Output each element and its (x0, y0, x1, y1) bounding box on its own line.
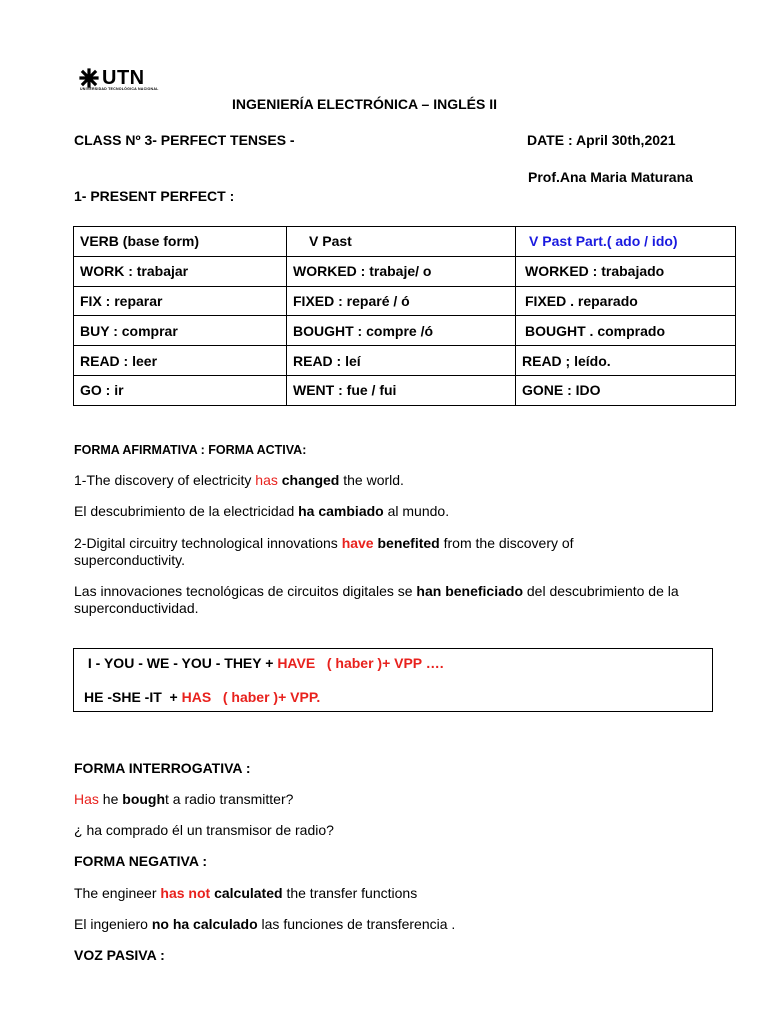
logo-subtitle: UNIVERSIDAD TECNOLÓGICA NACIONAL (80, 87, 159, 91)
main-verb: benefited (377, 535, 440, 551)
sentence-text: the transfer functions (282, 885, 418, 901)
class-label: CLASS Nº 3- PERFECT TENSES - (74, 132, 295, 148)
example-translation-2 (74, 583, 724, 617)
table-header-cell: V Past Part.( ado / ido) (516, 227, 736, 257)
logo-brand: UTN (102, 67, 145, 89)
rule-line-singular (84, 689, 320, 705)
rule-auxiliary: HAS ( haber )+ VPP. (181, 689, 321, 705)
sentence-text: El ingeniero (74, 916, 152, 932)
interrogative-title: FORMA INTERROGATIVA : (74, 760, 251, 776)
table-header-cell: V Past (287, 227, 516, 257)
grammar-rule-box (73, 648, 713, 712)
main-verb: changed (281, 472, 340, 488)
main-verb: han beneficiado (416, 583, 523, 599)
table-row (74, 316, 736, 346)
table-cell: READ : leí (287, 346, 516, 376)
sentence-text: las funciones de transferencia . (257, 916, 456, 932)
affirmative-title: FORMA AFIRMATIVA : FORMA ACTIVA: (74, 443, 307, 457)
professor-label: Prof.Ana Maria Maturana (528, 169, 693, 185)
sentence-text: t a radio transmitter? (165, 791, 294, 807)
auxiliary-verb: Has (74, 791, 99, 807)
sentence-text: El descubrimiento de la electricidad (74, 503, 299, 519)
table-row (74, 375, 736, 405)
table-cell: WORKED : trabajado (516, 256, 736, 286)
section-title-present-perfect: 1- PRESENT PERFECT : (74, 188, 235, 204)
negative-title: FORMA NEGATIVA : (74, 853, 207, 869)
document-title: INGENIERÍA ELECTRÓNICA – INGLÉS II (232, 96, 497, 112)
auxiliary-verb: has not (160, 885, 211, 901)
sentence-text: The engineer (74, 885, 161, 901)
interrogative-translation: ¿ ha comprado él un transmisor de radio? (74, 822, 334, 838)
table-row (74, 256, 736, 286)
table-row (74, 346, 736, 376)
rule-auxiliary: HAVE ( haber )+ VPP …. (277, 655, 444, 671)
rule-line-plural (84, 655, 444, 671)
rule-subjects: HE -SHE -IT + (84, 689, 182, 705)
example-sentence-2 (74, 535, 654, 569)
negative-example (74, 885, 417, 902)
table-cell: WORK : trabajar (74, 256, 287, 286)
table-cell: FIXED : reparé / ó (287, 286, 516, 316)
auxiliary-verb: have (341, 535, 374, 551)
sentence-text: al mundo. (383, 503, 450, 519)
table-header-row (74, 227, 736, 257)
table-cell: BOUGHT : compre /ó (287, 316, 516, 346)
date-label: DATE : April 30th,2021 (527, 132, 676, 148)
sentence-text: 1-The discovery of electricity (74, 472, 256, 488)
table-cell: BOUGHT . comprado (516, 316, 736, 346)
main-verb: calculated (214, 885, 283, 901)
table-cell: READ : leer (74, 346, 287, 376)
auxiliary-verb: has (255, 472, 278, 488)
table-cell: WENT : fue / fui (287, 375, 516, 405)
sentence-text: 2-Digital circuitry technological innovations (74, 535, 342, 551)
table-row (74, 286, 736, 316)
table-cell: FIXED . reparado (516, 286, 736, 316)
sentence-text: the world. (339, 472, 404, 488)
main-verb: bough (122, 791, 166, 807)
table-cell: FIX : reparar (74, 286, 287, 316)
rule-subjects: I - YOU - WE - YOU - THEY + (84, 655, 278, 671)
main-verb: no ha calculado (151, 916, 258, 932)
table-cell: GONE : IDO (516, 375, 736, 405)
passive-title: VOZ PASIVA : (74, 947, 165, 963)
table-header-cell: VERB (base form) (74, 227, 287, 257)
sentence-text: Las innovaciones tecnológicas de circuitos digitales se (74, 583, 417, 599)
sentence-text: he (98, 791, 123, 807)
sentence-text: del descubrimiento de la superconductividad. (74, 583, 679, 616)
interrogative-example (74, 791, 293, 808)
utn-logo-icon (78, 68, 100, 88)
sentence-text: from the discovery of superconductivity. (74, 535, 574, 568)
table-cell: BUY : comprar (74, 316, 287, 346)
table-cell: WORKED : trabaje/ o (287, 256, 516, 286)
table-cell: READ ; leído. (516, 346, 736, 376)
example-sentence-1 (74, 472, 404, 489)
negative-translation (74, 916, 455, 933)
table-cell: GO : ir (74, 375, 287, 405)
main-verb: ha cambiado (298, 503, 384, 519)
verb-table (73, 226, 736, 406)
example-translation-1 (74, 503, 449, 520)
